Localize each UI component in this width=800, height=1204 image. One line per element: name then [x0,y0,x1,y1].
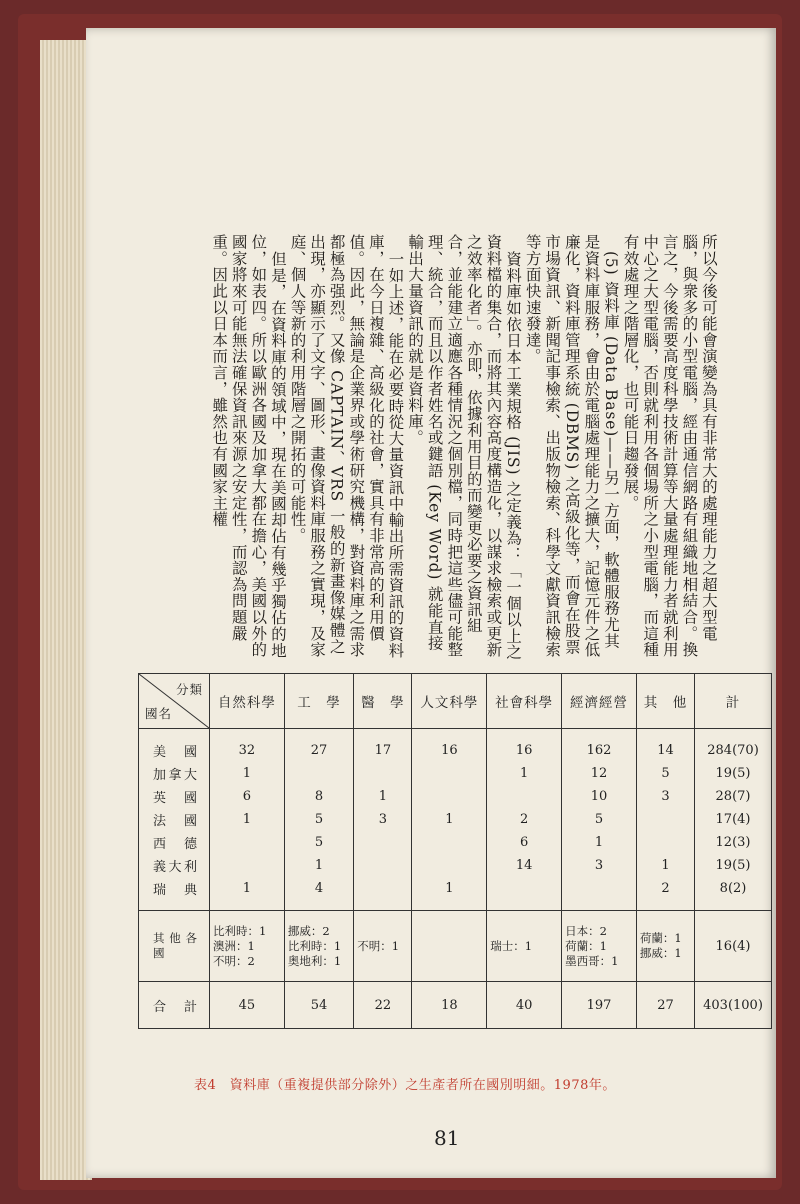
corner-top-label: 分類 [175,682,203,697]
breakdown-line: 日本：2 [565,923,607,938]
breakdown-line: 奥地利：1 [287,953,342,968]
value-cell: 2 [636,877,694,911]
table-row [139,785,772,808]
other-breakdown-cell [284,911,353,982]
value-cell: 162 [562,729,637,763]
value-cell: 4 [284,877,353,911]
value-cell: 1 [562,831,637,854]
other-breakdown-cell [210,911,285,982]
breakdown-line: 墨西哥：1 [565,953,619,968]
table-caption: 表4 資料庫（重複提供部分除外）之生產者所在國別明細。1978年。 [194,1078,616,1093]
value-cell [354,831,412,854]
value-cell: 1 [210,762,285,785]
value-cell: 6 [487,831,562,854]
header-cell: 經濟經營 [562,674,637,729]
value-cell: 5 [562,808,637,831]
header-cell: 自然科學 [210,674,285,729]
value-cell: 1 [210,877,285,911]
total-cell: 19(5) [695,762,772,785]
value-cell: 27 [636,982,694,1029]
value-cell: 40 [487,982,562,1029]
header-cell: 社會科學 [487,674,562,729]
paragraph: (5) 資料庫 (Data Base)——另一方面，軟體服務尤其是資料庫服務，會由於電腦處理能力之擴大，記憶元件之低廉化，資料庫管理系統 (DBMS) 之高級化等，而會在股票市場資訊、新聞記事檢索、出版物檢索、科學文獻資訊檢索等方面快速發達。 [523,234,621,658]
value-cell: 16 [487,729,562,763]
value-cell: 2 [487,808,562,831]
breakdown-line: 荷蘭：1 [639,931,682,945]
body-text [209,234,718,664]
country-cell: 英國 [139,785,210,808]
other-breakdown-cell [636,911,694,982]
country-cell: 其他各國 [139,911,210,982]
paragraph: 所以今後可能會演變為具有非常大的處理能力之超大型電腦，與衆多的小型電腦，經由通信網路有組織地相結合。換言之，今後需要高度科學技術計算等大量處理能力者就利用中心之大型電腦，否則就利用各個場所之小型電腦，而這種有效處理之階層化，也可能日趨發展。 [621,234,718,658]
value-cell [636,831,694,854]
value-cell [284,762,353,785]
paragraph: 但是，在資料庫的領域中，現在美國却佔有幾乎獨佔的地位，如表四。所以歐洲各國及加拿大都在擔心，美國以外的國家將來可能無法確保資訊來源之安定性，而認為問題嚴重。因此以日本而言，雖然也有國家主權 [210,234,287,659]
book-page [86,28,776,1178]
paragraph: 資料庫如依日本工業規格 (JIS) 之定義為：「一個以上之資料檔的集合，而將其內容高度構造化，以謀求檢索或更新之效率化者」。亦即，依據利用目的而變更必要之資訊組合，並能建立適應各種情況之個別檔，同時把這些儘可能整理、統合，而且以作者姓名或鍵語 (Key Word) 就能直接輸出大量資訊的就是資料庫。 [406,234,523,661]
value-cell [354,854,412,877]
value-cell [412,785,487,808]
total-cell: 8(2) [695,877,772,911]
page-number: 81 [434,1126,460,1150]
value-cell: 54 [284,982,353,1029]
country-cell: 加拿大 [139,762,210,785]
value-cell [354,877,412,911]
total-section [139,982,772,1029]
value-cell: 1 [636,854,694,877]
database-producer-table [138,673,772,1029]
value-cell: 17 [354,729,412,763]
value-cell: 3 [636,785,694,808]
value-cell: 1 [487,762,562,785]
other-breakdown-cell [412,911,487,982]
country-cell: 義大利 [139,854,210,877]
value-cell: 16 [412,729,487,763]
breakdown-line: 澳洲：1 [213,938,255,953]
value-cell: 1 [210,808,285,831]
value-cell: 6 [210,785,285,808]
value-cell: 1 [412,808,487,831]
breakdown-line: 瑞士：1 [490,938,533,953]
table-row [139,729,772,763]
table-row [139,831,772,854]
page-edges [40,40,92,1180]
value-cell: 14 [636,729,694,763]
country-cell: 法國 [139,808,210,831]
breakdown-line: 比利時：1 [287,938,342,953]
total-cell: 28(7) [695,785,772,808]
total-cell: 403(100) [695,982,772,1029]
table-body [139,729,772,911]
country-cell: 瑞典 [139,877,210,911]
total-label: 合計 [139,982,210,1029]
breakdown-line: 不明：2 [213,953,255,968]
value-cell: 5 [284,808,353,831]
value-cell: 1 [284,854,353,877]
value-cell: 32 [210,729,285,763]
country-cell: 西德 [139,831,210,854]
value-cell: 5 [284,831,353,854]
other-breakdown-cell [487,911,562,982]
other-breakdown-cell [354,911,412,982]
value-cell: 1 [412,877,487,911]
total-row [139,982,772,1029]
breakdown-line: 荷蘭：1 [565,938,607,953]
value-cell: 22 [354,982,412,1029]
table-row [139,854,772,877]
table-header-row [139,674,772,729]
table-row [139,808,772,831]
value-cell [412,854,487,877]
value-cell: 45 [210,982,285,1029]
value-cell: 27 [284,729,353,763]
value-cell: 3 [562,854,637,877]
paragraph: 一如上述，能在必要時從大量資訊中輸出所需資訊的資料庫，在今日複雜、高級化的社會，實具有非常高的利用價值。因此，無論是企業界或學術研究機構，對資料庫之需求都極為强烈。又像 CAPTAIN、VRS 一般的新畫像媒體之出現，亦顯示了文字、圖形、畫像資料庫服務之實現，及家庭、個人等新的利用階層之開拓的可能性。 [288,234,405,659]
value-cell: 197 [562,982,637,1029]
other-countries-section [139,911,772,982]
header-cell: 醫 學 [354,674,412,729]
value-cell [412,762,487,785]
header-cell: 人文科學 [412,674,487,729]
breakdown-line: 比利時：1 [213,923,267,938]
value-cell: 8 [284,785,353,808]
value-cell [636,808,694,831]
header-cell: 其 他 [636,674,694,729]
value-cell [354,762,412,785]
value-cell [210,854,285,877]
corner-cell [139,674,210,729]
table-row [139,877,772,911]
header-cell: 工 學 [284,674,353,729]
total-cell: 17(4) [695,808,772,831]
total-cell: 19(5) [695,854,772,877]
value-cell [487,785,562,808]
total-cell: 16(4) [695,911,772,982]
country-cell: 美國 [139,729,210,763]
corner-bottom-label: 國名 [145,706,173,721]
other-breakdown-cell [562,911,637,982]
value-cell: 10 [562,785,637,808]
breakdown-line: 挪威：2 [287,923,330,938]
table-row [139,762,772,785]
value-cell: 3 [354,808,412,831]
value-cell [562,877,637,911]
breakdown-line: 不明：1 [357,938,400,953]
value-cell [487,877,562,911]
value-cell: 5 [636,762,694,785]
header-cell: 計 [695,674,772,729]
value-cell [412,831,487,854]
table-row [139,911,772,982]
value-cell: 18 [412,982,487,1029]
value-cell: 12 [562,762,637,785]
value-cell: 1 [354,785,412,808]
total-cell: 12(3) [695,831,772,854]
breakdown-line: 挪威：1 [639,946,682,960]
total-cell: 284(70) [695,729,772,763]
value-cell: 14 [487,854,562,877]
value-cell [210,831,285,854]
